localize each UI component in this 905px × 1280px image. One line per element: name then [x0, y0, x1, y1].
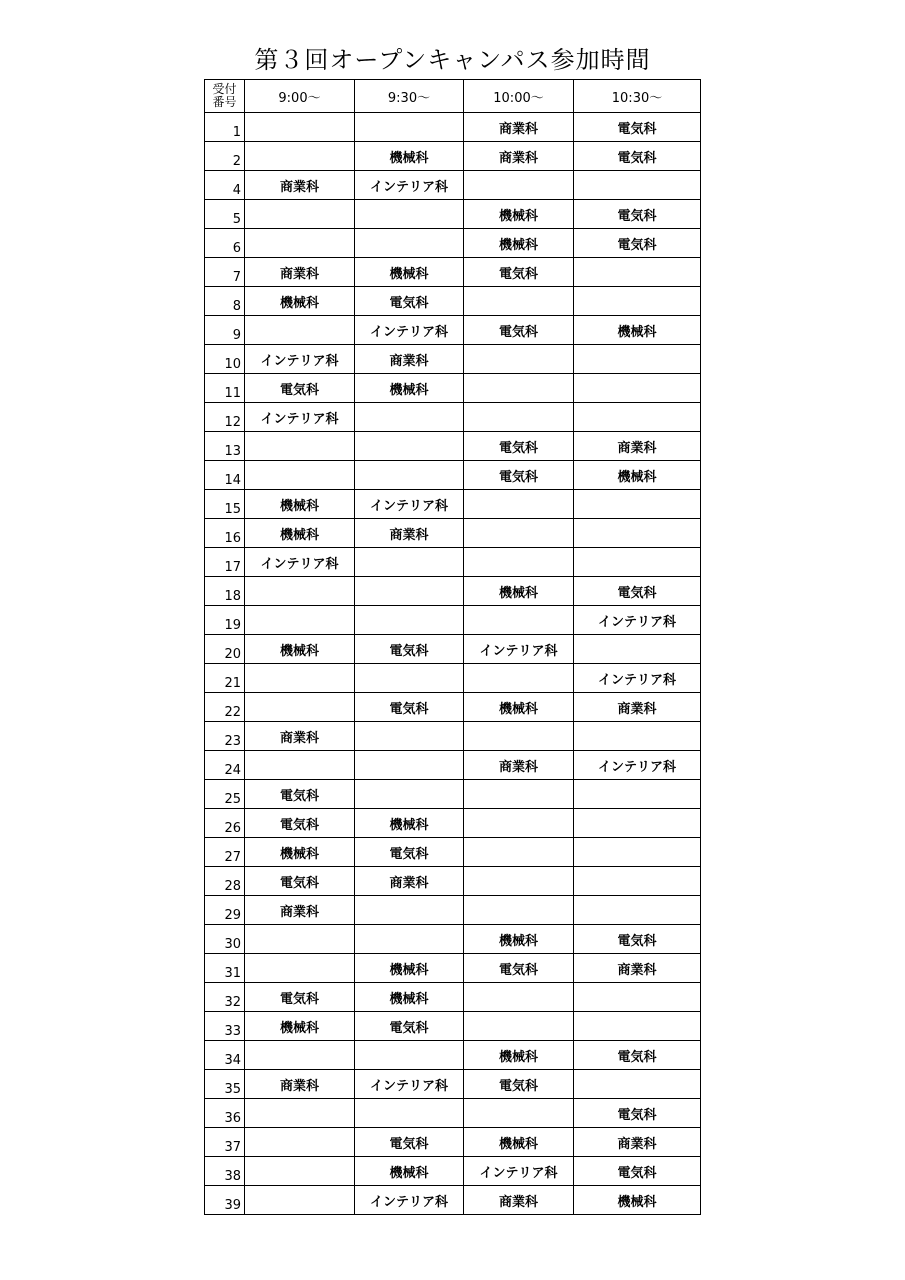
table-row	[205, 490, 701, 519]
reception-number: 26	[205, 809, 245, 838]
department-cell	[245, 461, 355, 490]
department-cell	[464, 606, 574, 635]
department-cell	[574, 983, 701, 1012]
table-row	[205, 896, 701, 925]
reception-number: 18	[205, 577, 245, 606]
reception-number: 7	[205, 258, 245, 287]
department-cell: インテリア科	[355, 1070, 464, 1099]
department-cell	[245, 432, 355, 461]
department-cell: 機械科	[245, 1012, 355, 1041]
reception-number: 15	[205, 490, 245, 519]
reception-number: 11	[205, 374, 245, 403]
table-row	[205, 345, 701, 374]
department-cell	[245, 1099, 355, 1128]
department-cell	[464, 1099, 574, 1128]
reception-number: 12	[205, 403, 245, 432]
department-cell: 電気科	[245, 809, 355, 838]
reception-number: 35	[205, 1070, 245, 1099]
department-cell: 機械科	[245, 490, 355, 519]
reception-number: 33	[205, 1012, 245, 1041]
department-cell: 電気科	[574, 925, 701, 954]
reception-number: 23	[205, 722, 245, 751]
department-cell	[574, 838, 701, 867]
department-cell: 電気科	[355, 693, 464, 722]
reception-number: 2	[205, 142, 245, 171]
department-cell: 電気科	[574, 229, 701, 258]
department-cell: 電気科	[574, 113, 701, 142]
department-cell	[464, 287, 574, 316]
department-cell: インテリア科	[464, 635, 574, 664]
table-row	[205, 693, 701, 722]
table-row	[205, 664, 701, 693]
department-cell	[355, 200, 464, 229]
department-cell: インテリア科	[245, 403, 355, 432]
department-cell: 商業科	[574, 693, 701, 722]
reception-number: 32	[205, 983, 245, 1012]
reception-number: 39	[205, 1186, 245, 1215]
department-cell	[464, 780, 574, 809]
department-cell: 商業科	[245, 896, 355, 925]
department-cell: 電気科	[464, 461, 574, 490]
department-cell: 電気科	[355, 1012, 464, 1041]
department-cell: 機械科	[355, 809, 464, 838]
department-cell: 機械科	[355, 258, 464, 287]
department-cell	[574, 809, 701, 838]
department-cell: 電気科	[574, 577, 701, 606]
table-row	[205, 200, 701, 229]
table-row	[205, 606, 701, 635]
department-cell: 商業科	[464, 751, 574, 780]
table-row	[205, 229, 701, 258]
department-cell: 機械科	[464, 925, 574, 954]
department-cell: 商業科	[574, 954, 701, 983]
department-cell: 電気科	[574, 1157, 701, 1186]
department-cell: 商業科	[464, 113, 574, 142]
department-cell: 機械科	[574, 316, 701, 345]
department-cell	[245, 925, 355, 954]
department-cell	[245, 664, 355, 693]
department-cell: 電気科	[574, 1099, 701, 1128]
table-row	[205, 258, 701, 287]
reception-number: 19	[205, 606, 245, 635]
department-cell	[245, 1157, 355, 1186]
reception-number: 16	[205, 519, 245, 548]
department-cell	[245, 113, 355, 142]
reception-number: 27	[205, 838, 245, 867]
department-cell: 電気科	[464, 316, 574, 345]
department-cell: 電気科	[355, 838, 464, 867]
department-cell: 商業科	[574, 432, 701, 461]
department-cell: 商業科	[245, 1070, 355, 1099]
department-cell	[245, 577, 355, 606]
table-row	[205, 519, 701, 548]
department-cell	[464, 838, 574, 867]
table-row	[205, 1128, 701, 1157]
reception-number: 5	[205, 200, 245, 229]
department-cell	[574, 548, 701, 577]
department-cell	[355, 229, 464, 258]
department-cell: 機械科	[574, 1186, 701, 1215]
department-cell	[464, 345, 574, 374]
schedule-body	[205, 113, 701, 1215]
table-row	[205, 1070, 701, 1099]
department-cell: 機械科	[245, 635, 355, 664]
reception-number: 25	[205, 780, 245, 809]
department-cell	[574, 403, 701, 432]
department-cell	[574, 896, 701, 925]
header-row	[205, 80, 701, 113]
department-cell	[355, 113, 464, 142]
slot-header-0900: 9:00～	[245, 80, 355, 113]
department-cell	[355, 751, 464, 780]
department-cell	[574, 345, 701, 374]
table-row	[205, 577, 701, 606]
department-cell	[574, 780, 701, 809]
table-row	[205, 1157, 701, 1186]
reception-number: 13	[205, 432, 245, 461]
table-row	[205, 1099, 701, 1128]
department-cell: インテリア科	[464, 1157, 574, 1186]
department-cell	[574, 867, 701, 896]
department-cell	[464, 809, 574, 838]
slot-header-1000: 10:00～	[464, 80, 574, 113]
department-cell	[355, 925, 464, 954]
department-cell	[574, 287, 701, 316]
department-cell	[245, 606, 355, 635]
table-row	[205, 1186, 701, 1215]
number-column-header	[205, 80, 245, 113]
department-cell: 機械科	[355, 1157, 464, 1186]
department-cell	[355, 1041, 464, 1070]
department-cell: 商業科	[355, 345, 464, 374]
department-cell: インテリア科	[574, 606, 701, 635]
table-row	[205, 722, 701, 751]
table-row	[205, 1041, 701, 1070]
department-cell	[464, 548, 574, 577]
reception-number: 17	[205, 548, 245, 577]
department-cell	[245, 229, 355, 258]
department-cell	[464, 867, 574, 896]
department-cell	[355, 722, 464, 751]
department-cell	[355, 577, 464, 606]
reception-number: 10	[205, 345, 245, 374]
department-cell	[574, 635, 701, 664]
department-cell: 商業科	[245, 722, 355, 751]
reception-number: 24	[205, 751, 245, 780]
department-cell	[355, 780, 464, 809]
department-cell	[355, 548, 464, 577]
department-cell: 機械科	[574, 461, 701, 490]
department-cell: インテリア科	[245, 345, 355, 374]
department-cell	[574, 171, 701, 200]
table-row	[205, 374, 701, 403]
table-row	[205, 142, 701, 171]
table-row	[205, 1012, 701, 1041]
department-cell	[245, 1128, 355, 1157]
department-cell: 電気科	[464, 258, 574, 287]
department-cell	[245, 954, 355, 983]
department-cell: 電気科	[245, 983, 355, 1012]
reception-number: 38	[205, 1157, 245, 1186]
reception-number: 34	[205, 1041, 245, 1070]
table-row	[205, 780, 701, 809]
slot-header-0930: 9:30～	[355, 80, 464, 113]
department-cell	[464, 171, 574, 200]
department-cell	[574, 258, 701, 287]
reception-number: 31	[205, 954, 245, 983]
department-cell: インテリア科	[355, 1186, 464, 1215]
reception-number: 36	[205, 1099, 245, 1128]
department-cell	[355, 664, 464, 693]
department-cell: 電気科	[355, 287, 464, 316]
department-cell: 機械科	[464, 577, 574, 606]
department-cell	[574, 519, 701, 548]
table-row	[205, 809, 701, 838]
department-cell: 機械科	[355, 142, 464, 171]
table-row	[205, 751, 701, 780]
department-cell	[355, 461, 464, 490]
reception-number: 21	[205, 664, 245, 693]
department-cell: 商業科	[245, 258, 355, 287]
reception-number: 30	[205, 925, 245, 954]
department-cell	[464, 403, 574, 432]
department-cell	[355, 896, 464, 925]
reception-number: 14	[205, 461, 245, 490]
department-cell: インテリア科	[355, 316, 464, 345]
number-header-line2: 番号	[212, 95, 237, 109]
department-cell	[574, 1012, 701, 1041]
department-cell: 機械科	[464, 229, 574, 258]
department-cell	[245, 200, 355, 229]
table-row	[205, 548, 701, 577]
reception-number: 20	[205, 635, 245, 664]
department-cell	[245, 693, 355, 722]
department-cell: 電気科	[574, 200, 701, 229]
department-cell: 電気科	[355, 1128, 464, 1157]
department-cell: 商業科	[574, 1128, 701, 1157]
reception-number: 28	[205, 867, 245, 896]
department-cell: 機械科	[464, 200, 574, 229]
department-cell: 商業科	[355, 867, 464, 896]
table-row	[205, 867, 701, 896]
department-cell	[464, 896, 574, 925]
department-cell	[574, 722, 701, 751]
table-row	[205, 461, 701, 490]
schedule-table	[204, 79, 701, 1215]
department-cell: 機械科	[355, 374, 464, 403]
table-row	[205, 432, 701, 461]
department-cell	[574, 490, 701, 519]
department-cell	[464, 722, 574, 751]
table-row	[205, 838, 701, 867]
department-cell: インテリア科	[574, 664, 701, 693]
department-cell	[245, 1186, 355, 1215]
department-cell: 機械科	[245, 287, 355, 316]
department-cell: 商業科	[464, 1186, 574, 1215]
department-cell: 商業科	[245, 171, 355, 200]
reception-number: 29	[205, 896, 245, 925]
department-cell: 電気科	[245, 867, 355, 896]
reception-number: 22	[205, 693, 245, 722]
department-cell: 電気科	[574, 142, 701, 171]
slot-header-1030: 10:30～	[574, 80, 701, 113]
department-cell: 機械科	[245, 519, 355, 548]
department-cell: 電気科	[355, 635, 464, 664]
table-row	[205, 113, 701, 142]
page-title: 第３回オープンキャンパス参加時間	[254, 46, 651, 74]
department-cell: 機械科	[464, 1128, 574, 1157]
table-row	[205, 925, 701, 954]
reception-number: 37	[205, 1128, 245, 1157]
department-cell	[464, 374, 574, 403]
department-cell	[574, 374, 701, 403]
department-cell: インテリア科	[355, 171, 464, 200]
department-cell: 商業科	[355, 519, 464, 548]
department-cell: 機械科	[464, 693, 574, 722]
department-cell: 電気科	[245, 780, 355, 809]
reception-number: 9	[205, 316, 245, 345]
table-row	[205, 403, 701, 432]
department-cell: 電気科	[464, 1070, 574, 1099]
table-row	[205, 954, 701, 983]
department-cell: 電気科	[245, 374, 355, 403]
department-cell	[355, 432, 464, 461]
department-cell: インテリア科	[355, 490, 464, 519]
department-cell	[245, 142, 355, 171]
reception-number: 1	[205, 113, 245, 142]
department-cell	[464, 664, 574, 693]
table-row	[205, 316, 701, 345]
department-cell	[464, 490, 574, 519]
department-cell	[355, 606, 464, 635]
department-cell: 電気科	[464, 954, 574, 983]
department-cell	[245, 316, 355, 345]
reception-number: 8	[205, 287, 245, 316]
table-row	[205, 635, 701, 664]
table-row	[205, 287, 701, 316]
department-cell	[464, 1012, 574, 1041]
department-cell: 機械科	[245, 838, 355, 867]
table-row	[205, 983, 701, 1012]
reception-number: 6	[205, 229, 245, 258]
department-cell	[464, 983, 574, 1012]
department-cell	[574, 1070, 701, 1099]
department-cell: 機械科	[464, 1041, 574, 1070]
department-cell: 電気科	[574, 1041, 701, 1070]
department-cell: 電気科	[464, 432, 574, 461]
number-header-line1: 受付	[212, 82, 237, 96]
department-cell	[245, 1041, 355, 1070]
table-row	[205, 171, 701, 200]
department-cell: インテリア科	[245, 548, 355, 577]
department-cell: インテリア科	[574, 751, 701, 780]
department-cell	[245, 751, 355, 780]
reception-number: 4	[205, 171, 245, 200]
department-cell: 商業科	[464, 142, 574, 171]
department-cell: 機械科	[355, 954, 464, 983]
department-cell	[355, 403, 464, 432]
department-cell: 機械科	[355, 983, 464, 1012]
department-cell	[355, 1099, 464, 1128]
department-cell	[464, 519, 574, 548]
